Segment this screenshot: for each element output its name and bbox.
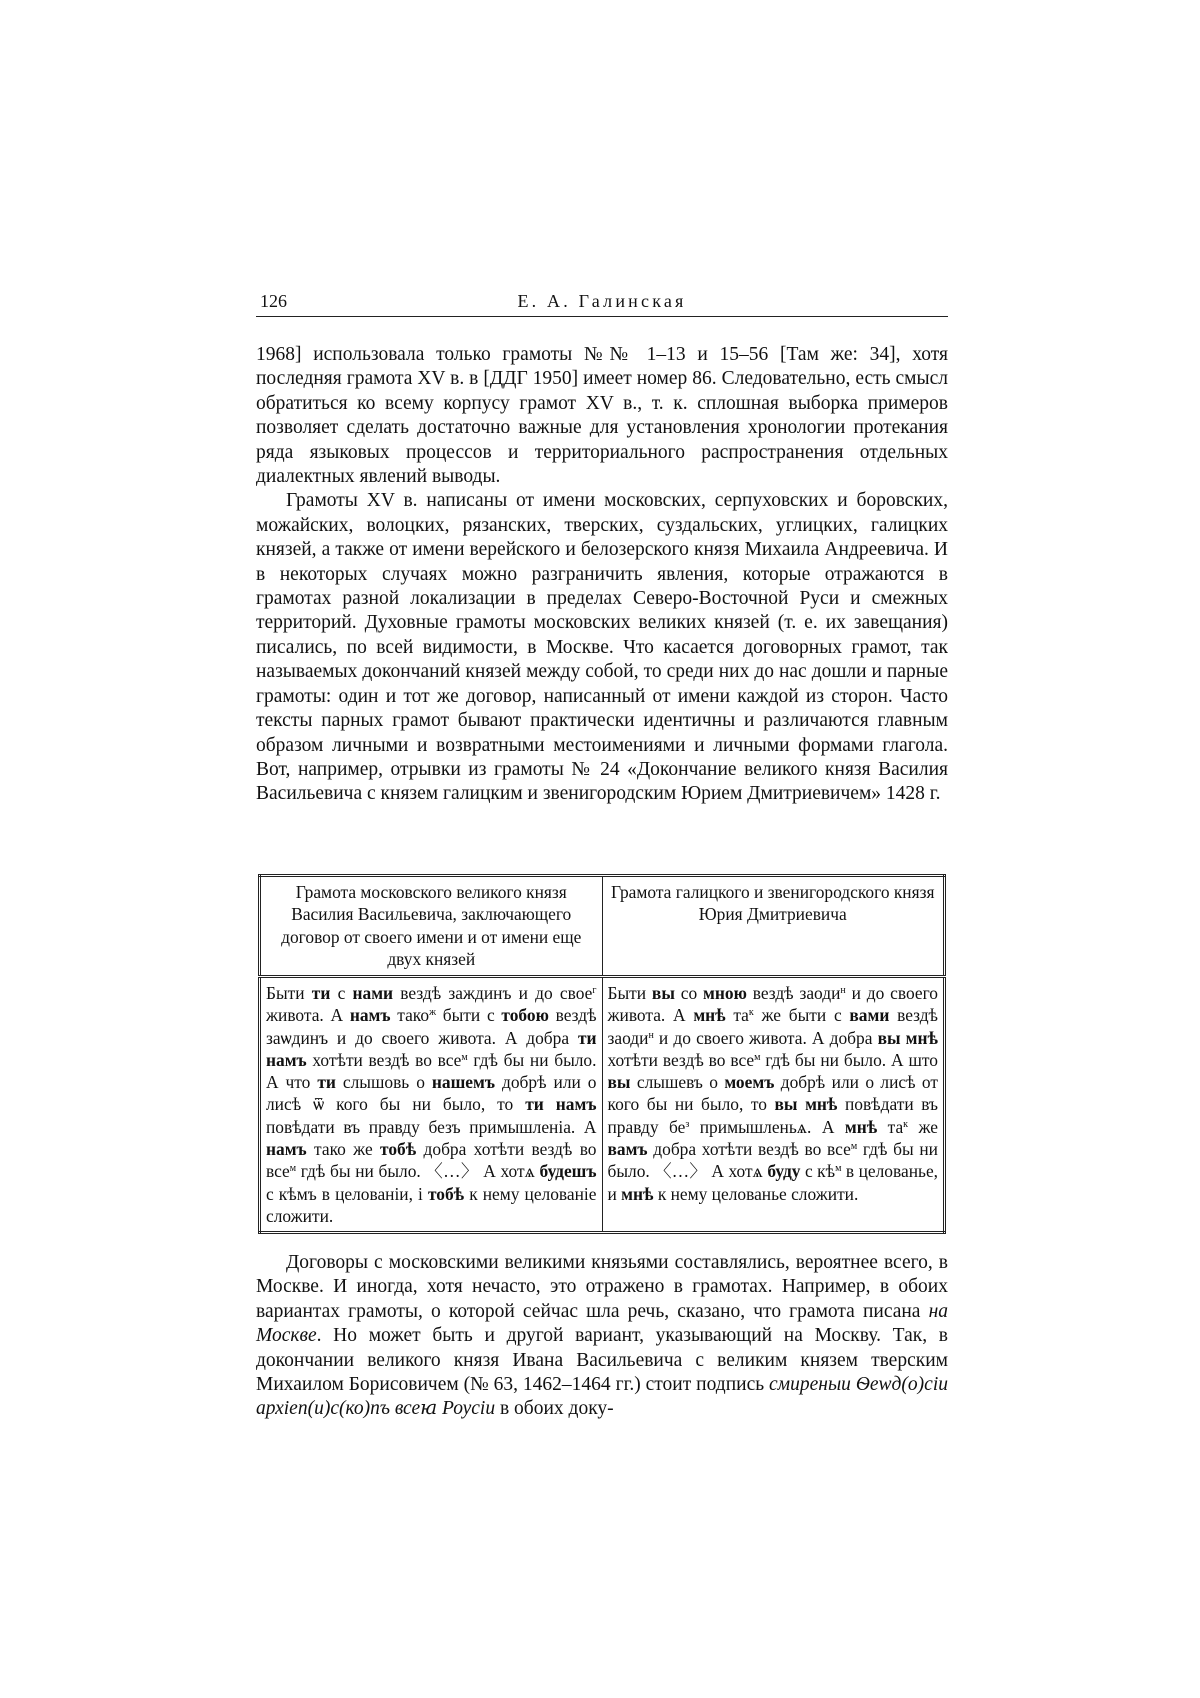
superscript-letter: м [754, 1051, 761, 1063]
bold-pronoun: намъ [349, 1005, 391, 1026]
text-run: гдѣ бы ни было. А што [760, 1049, 938, 1070]
text-run: гдѣ бы ни было. 〈…〉 А хотѧ [607, 1139, 938, 1182]
text-run: добрѣ или о лисѣ от кого бы ни было, то [607, 1072, 939, 1115]
text-run: к нему целованье сложити. [653, 1183, 859, 1204]
text-run: та [877, 1116, 904, 1137]
bold-pronoun: нашемъ [431, 1072, 496, 1093]
page-number: 126 [260, 291, 287, 311]
superscript-letter: ж [429, 1007, 436, 1019]
table-cell-moscow-text [260, 977, 603, 1233]
bold-pronoun: ти [317, 1072, 336, 1093]
text-run: же [908, 1116, 938, 1137]
text-run: . Но может быть и другой вариант, указывающий на Москву. Так, в докончании великого князя Ивана Васильевича с великим князем тверским Михаилом Борисовичем (№ 63, 1462–1464 гг.) стоит подпись [256, 1325, 948, 1396]
bold-pronoun: вы мнѣ [877, 1027, 938, 1048]
text-run: добра хотѣти вездѣ во все [647, 1139, 851, 1160]
superscript-letter: м [461, 1051, 468, 1063]
bold-pronoun: вы [651, 983, 675, 1003]
superscript-letter: г [592, 985, 597, 996]
text-run: же быти с [753, 1005, 850, 1026]
text-run: слышевъ о [630, 1072, 725, 1093]
table-cell-galich-text [602, 977, 945, 1233]
text-run: Договоры с московскими великими князьями составлялись, вероятнее всего, в Москве. И иногда, хотя нечасто, это отражено в грамотах. Например, в обоих вариантах грамоты, о которой сейчас шла речь, сказано, что грамота писана [256, 1252, 948, 1322]
superscript-letter: м [835, 1163, 842, 1175]
bold-pronoun: будешъ [539, 1161, 597, 1182]
paragraph-3 [256, 1251, 948, 1422]
paragraph-2: Грамоты XV в. написаны от имени московских, серпуховских и боровских, можайских, волоцких, рязанских, тверских, суздальских, углицких, галицких князей, а также от имени верейского и белозерского князя Михаила Андреевича. И в некоторых случаях можно разграничить явления, которые отражаются в грамотах разной локализации в пределах Северо-Восточной Руси и смежных территорий. Духовные грамоты московских великих князей (т. е. их завещания) писались, по всей видимости, в Москве. Что касается договорных грамот, так называемых докончаний князей между собой, то среди них до нас дошли и парные грамоты: один и тот же договор, написанный от имени каждой из сторон. Часто тексты парных грамот бывают практически идентичны и различаются главным образом личными и возвратными местоимениями и личными формами глагола. Вот, например, отрывки из грамоты № 24 «Докончание великого князя Василия Васильевича с князем галицким и звенигородским Юрием Дмитриевичем» 1428 г. [256, 490, 948, 805]
text-run: вездѣ заждинъ и до свое [393, 983, 593, 1003]
charters-comparison-table [258, 874, 946, 1234]
text-run: добра хотѣти вездѣ во все [266, 1139, 597, 1182]
text-run: тако же [306, 1139, 381, 1160]
text-run: слышовь о [335, 1072, 432, 1093]
superscript-letter: к [748, 1007, 754, 1019]
bold-pronoun: мнѣ [621, 1183, 654, 1204]
text-run: повѣдати въ правду бе [607, 1094, 938, 1137]
body-text-bottom [256, 1251, 948, 1422]
text-run: добрѣ или о лисѣ ѿ кого бы ни было, то [266, 1072, 597, 1115]
text-run: к нему целованіе сложити. [266, 1183, 597, 1226]
bold-pronoun: мнѣ [693, 1005, 726, 1026]
italic-quote: смиреныи Ѳеwд(о)сiи архiеп(и)с(ко)пъ всеꙗ Роусiи [256, 1374, 948, 1420]
running-head-author: Е. А. Галинская [517, 291, 687, 311]
italic-quote: на Москве [256, 1300, 948, 1347]
text-run: та [725, 1005, 749, 1026]
text-run: вездѣ заѡдинъ и до своего живота. А добра [266, 1005, 597, 1048]
text-run: в целованье, и [607, 1161, 939, 1204]
bold-pronoun: ти намъ [266, 1027, 597, 1070]
text-run: гдѣ бы ни было. 〈…〉 А хотѧ [296, 1161, 540, 1182]
bold-pronoun: тобѣ [380, 1139, 417, 1160]
bold-pronoun: вами [849, 1005, 890, 1026]
bold-pronoun: буду [767, 1161, 801, 1182]
superscript-letter: м [850, 1141, 858, 1153]
bold-pronoun: вы [607, 1072, 631, 1093]
text-run: с [330, 983, 353, 1003]
table-header-moscow-charter: Грамота московского великого князя Василия Васильевича, заключающего договор от своего имени и от имени еще двух князей [260, 876, 603, 977]
text-run: хотѣти вездѣ во все [306, 1049, 462, 1070]
bold-pronoun: ти намъ [525, 1094, 597, 1115]
bold-pronoun: нами [352, 983, 394, 1003]
bold-pronoun: тобѣ [427, 1183, 465, 1204]
bold-pronoun: моемъ [724, 1072, 775, 1093]
paragraph-1: 1968] использовала только грамоты №№ 1–13 и 15–56 [Там же: 34], хотя последняя грамота XV в. в [ДДГ 1950] имеет номер 86. Следовательно, есть смысл обратиться ко всему корпусу грамот XV в., т. к. сплошная выборка примеров позволяет сделать достаточно важные для установления хронологии протекания ряда языковых процессов и территориального распространения отдельных диалектных явлений выводы. [256, 344, 948, 488]
bold-pronoun: вы мнѣ [774, 1094, 838, 1115]
text-run: в обоих доку- [495, 1398, 614, 1420]
superscript-letter: н [840, 985, 846, 996]
table-row [260, 977, 945, 1233]
text-run: Быти [607, 983, 652, 1003]
bold-pronoun: тобою [501, 1005, 549, 1026]
bold-pronoun: мнѣ [844, 1116, 878, 1137]
text-run: Быти [266, 983, 312, 1003]
text-run: и до своего живота. А добра [653, 1027, 878, 1048]
text-run: гдѣ бы ни было. А что [266, 1049, 597, 1093]
text-run: тако [390, 1005, 430, 1026]
table-header-galich-charter: Грамота галицкого и звенигородского князя Юрия Дмитриевича [602, 876, 945, 977]
text-run: с кѣмъ в целованіи, і [266, 1183, 428, 1204]
text-run: вездѣ заоди [607, 1005, 938, 1048]
text-run: с кѣ [800, 1161, 836, 1182]
superscript-letter: к [903, 1118, 909, 1130]
running-head [256, 288, 948, 317]
text-run: повѣдати въ правду безъ примышленіа. А [266, 1116, 597, 1137]
bold-pronoun: ти [311, 983, 331, 1003]
text-run: и до своего живота. А [607, 983, 938, 1026]
text-run: хотѣти вездѣ во все [607, 1049, 755, 1070]
table-header-row [260, 876, 945, 977]
text-run: живота. А [266, 1005, 350, 1026]
superscript-letter: з [685, 1118, 690, 1130]
text-run: вездѣ заоди [746, 983, 841, 1003]
bold-pronoun: мною [703, 983, 747, 1003]
bold-pronoun: намъ [266, 1139, 307, 1160]
text-run: со [674, 983, 704, 1003]
bold-pronoun: вамъ [607, 1139, 648, 1160]
text-run: примышленьѧ. А [689, 1116, 845, 1137]
text-run: быти с [436, 1005, 502, 1026]
superscript-letter: н [648, 1029, 654, 1041]
body-text-top [256, 343, 948, 807]
superscript-letter: м [289, 1163, 297, 1175]
